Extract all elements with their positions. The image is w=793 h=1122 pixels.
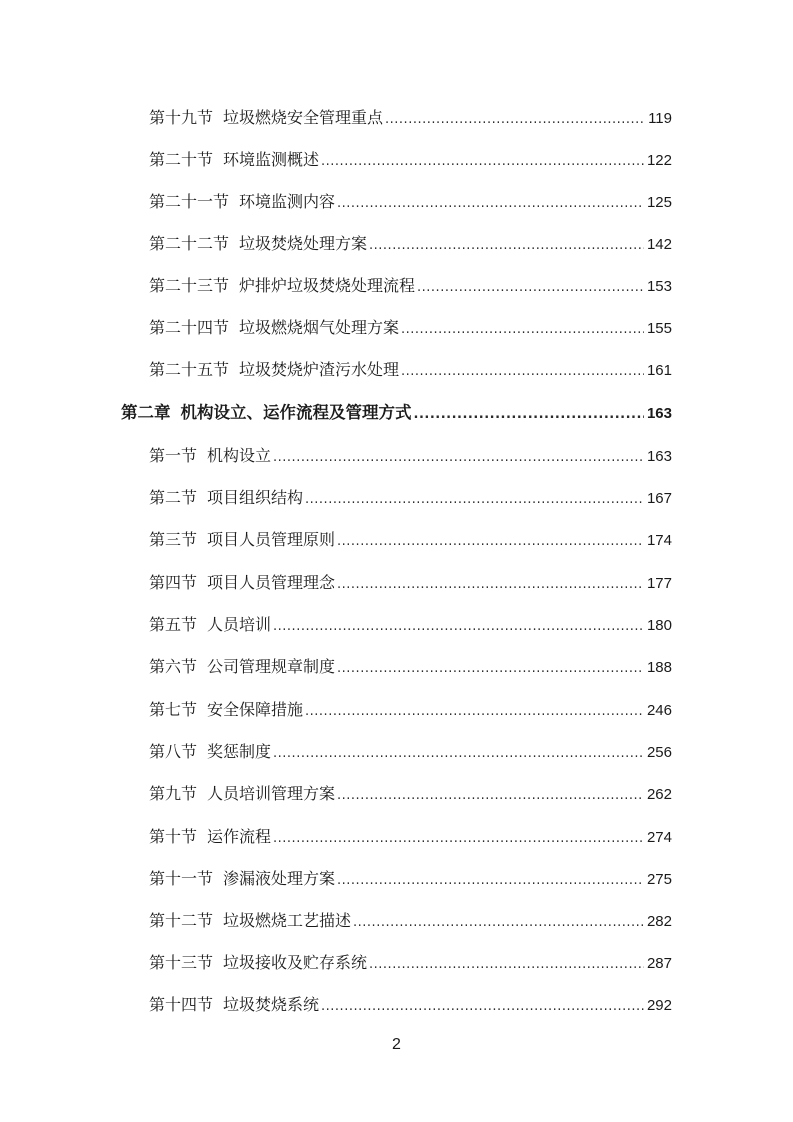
toc-leader-dots: [337, 656, 644, 682]
toc-entry-label: [149, 950, 367, 976]
toc-entry[interactable]: [149, 612, 672, 638]
toc-entry-label: [149, 612, 271, 638]
toc-entry-title: 环境监测内容: [239, 192, 336, 211]
toc-entry[interactable]: [149, 357, 672, 383]
toc-entry-page: 246: [646, 702, 672, 719]
toc-entry-label: [149, 866, 335, 892]
toc-entry-title: 项目人员管理理念: [207, 573, 336, 592]
page-number: 2: [392, 1036, 401, 1053]
toc-entry-number: 第二十三节: [149, 276, 230, 295]
toc-entry-page: 119: [648, 110, 672, 127]
toc-chapter-entry[interactable]: [121, 400, 672, 426]
toc-leader-dots: [273, 445, 644, 471]
toc-entry-title: 运作流程: [207, 827, 272, 846]
toc-leader-dots: [337, 529, 644, 555]
toc-entry-title: 项目人员管理原则: [207, 530, 336, 549]
toc-entry[interactable]: [149, 485, 672, 511]
toc-entry-page: 174: [646, 532, 672, 549]
toc-entry-title: 环境监测概述: [223, 150, 320, 169]
toc-entry-title: 人员培训: [207, 615, 272, 634]
toc-entry-title: 垃圾接收及贮存系统: [223, 953, 368, 972]
toc-leader-dots: [337, 868, 644, 894]
toc-entry[interactable]: [149, 443, 672, 469]
toc-entry-number: 第三节: [149, 530, 198, 549]
toc-entry[interactable]: [149, 527, 672, 553]
toc-entry-title: 垃圾燃烧工艺描述: [223, 911, 352, 930]
toc-chapter-number: 第二章: [121, 403, 171, 422]
toc-entry[interactable]: [149, 824, 672, 850]
toc-entry-number: 第十二节: [149, 911, 214, 930]
toc-entry-title: 垃圾焚烧系统: [223, 995, 320, 1014]
toc-entry-page: 142: [646, 236, 672, 253]
toc-entry-label: [149, 781, 335, 807]
toc-leader-dots: [321, 994, 644, 1020]
toc-entry-label: [149, 908, 351, 934]
toc-entry-number: 第二十四节: [149, 318, 230, 337]
toc-entry-title: 安全保障措施: [207, 700, 304, 719]
toc-entry-number: 第十九节: [149, 108, 214, 127]
toc-leader-dots: [369, 952, 644, 978]
toc-entry-label: [149, 527, 335, 553]
toc-entry-title: 公司管理规章制度: [207, 657, 336, 676]
toc-entry[interactable]: [149, 739, 672, 765]
toc-leader-dots: [369, 233, 644, 259]
toc-leader-dots: [321, 149, 644, 175]
toc-entry-number: 第七节: [149, 700, 198, 719]
toc-entry-number: 第二十二节: [149, 234, 230, 253]
toc-entry-page: 125: [646, 194, 672, 211]
toc-entry[interactable]: [149, 105, 672, 131]
toc-entry[interactable]: [149, 231, 672, 257]
toc-leader-dots: [353, 910, 644, 936]
toc-entry[interactable]: [149, 992, 672, 1018]
toc-entry[interactable]: [149, 570, 672, 596]
toc-entry[interactable]: [149, 781, 672, 807]
toc-leader-dots: [401, 317, 644, 343]
toc-leader-dots: [305, 487, 644, 513]
toc-entry-page: 177: [646, 575, 672, 592]
toc-entry-number: 第四节: [149, 573, 198, 592]
toc-entry-title: 垃圾燃烧安全管理重点: [223, 108, 384, 127]
toc-entry-number: 第五节: [149, 615, 198, 634]
toc-entry-label: [149, 485, 303, 511]
toc-entry-page: 274: [646, 829, 672, 846]
toc-entry-title: 机构设立: [207, 446, 272, 465]
toc-entry-label: [149, 570, 335, 596]
toc-entry[interactable]: [149, 950, 672, 976]
toc-entry-title: 炉排炉垃圾焚烧处理流程: [239, 276, 416, 295]
toc-entry-page: 167: [646, 490, 672, 507]
toc-entry-number: 第十节: [149, 827, 198, 846]
toc-leader-dots: [273, 614, 644, 640]
toc-entry-label: [149, 105, 383, 131]
toc-chapter-title: 机构设立、运作流程及管理方式: [180, 403, 412, 422]
toc-entry-label: [149, 231, 367, 257]
toc-entry-page: 180: [646, 617, 672, 634]
toc-entry-number: 第十三节: [149, 953, 214, 972]
toc-entry-number: 第二十一节: [149, 192, 230, 211]
toc-entry-page: 262: [646, 786, 672, 803]
toc-entry[interactable]: [149, 315, 672, 341]
toc-entry[interactable]: [149, 866, 672, 892]
toc-leader-dots: [337, 191, 644, 217]
toc-entry-label: [149, 739, 271, 765]
toc-entry-label: [149, 189, 335, 215]
toc-chapter-page: 163: [646, 405, 672, 422]
toc-leader-dots: [273, 741, 644, 767]
toc-leader-dots: [417, 275, 644, 301]
toc-entry[interactable]: [149, 654, 672, 680]
toc-entry-title: 人员培训管理方案: [207, 784, 336, 803]
toc-leader-dots: [273, 826, 644, 852]
toc-entry-number: 第一节: [149, 446, 198, 465]
toc-entry-label: [149, 357, 399, 383]
toc-entry[interactable]: [149, 189, 672, 215]
toc-leader-dots: [337, 783, 644, 809]
toc-entry-label: [149, 443, 271, 469]
toc-entry-number: 第二节: [149, 488, 198, 507]
toc-entry-label: [149, 654, 335, 680]
toc-entry[interactable]: [149, 697, 672, 723]
toc-entry-label: [149, 147, 319, 173]
toc-entry-title: 垃圾燃烧烟气处理方案: [239, 318, 400, 337]
toc-leader-dots: [337, 572, 644, 598]
toc-entry[interactable]: [149, 147, 672, 173]
toc-entry-number: 第九节: [149, 784, 198, 803]
toc-entry[interactable]: [149, 908, 672, 934]
toc-entry-title: 垃圾焚烧处理方案: [239, 234, 368, 253]
toc-entry-title: 垃圾焚烧炉渣污水处理: [239, 360, 400, 379]
toc-entry-title: 奖惩制度: [207, 742, 272, 761]
toc-entry-label: [149, 992, 319, 1018]
toc-entry-label: [149, 824, 271, 850]
toc-leader-dots: [414, 402, 644, 428]
toc-chapter-label: [121, 400, 412, 426]
toc-entry-page: 275: [646, 871, 672, 888]
toc-entry-number: 第六节: [149, 657, 198, 676]
toc-entry-number: 第二十五节: [149, 360, 230, 379]
toc-entry-page: 161: [646, 362, 672, 379]
toc-entry-page: 153: [646, 278, 672, 295]
toc-entry[interactable]: [149, 273, 672, 299]
toc-entry-number: 第十四节: [149, 995, 214, 1014]
toc-entry-page: 188: [646, 659, 672, 676]
toc-entry-number: 第二十节: [149, 150, 214, 169]
toc-entry-page: 287: [646, 955, 672, 972]
toc-entry-label: [149, 315, 399, 341]
toc-leader-dots: [401, 359, 644, 385]
toc-entry-title: 渗漏液处理方案: [223, 869, 336, 888]
toc-entry-label: [149, 273, 415, 299]
toc-entry-page: 282: [646, 913, 672, 930]
toc-entry-number: 第八节: [149, 742, 198, 761]
toc-entry-number: 第十一节: [149, 869, 214, 888]
toc-entry-page: 122: [646, 152, 672, 169]
toc-entry-page: 256: [646, 744, 672, 761]
toc-leader-dots: [305, 699, 644, 725]
toc-entry-title: 项目组织结构: [207, 488, 304, 507]
toc-leader-dots: [385, 107, 645, 133]
toc-entry-page: 292: [646, 997, 672, 1014]
toc-entry-label: [149, 697, 303, 723]
toc-entry-page: 155: [646, 320, 672, 337]
toc-entry-page: 163: [646, 448, 672, 465]
